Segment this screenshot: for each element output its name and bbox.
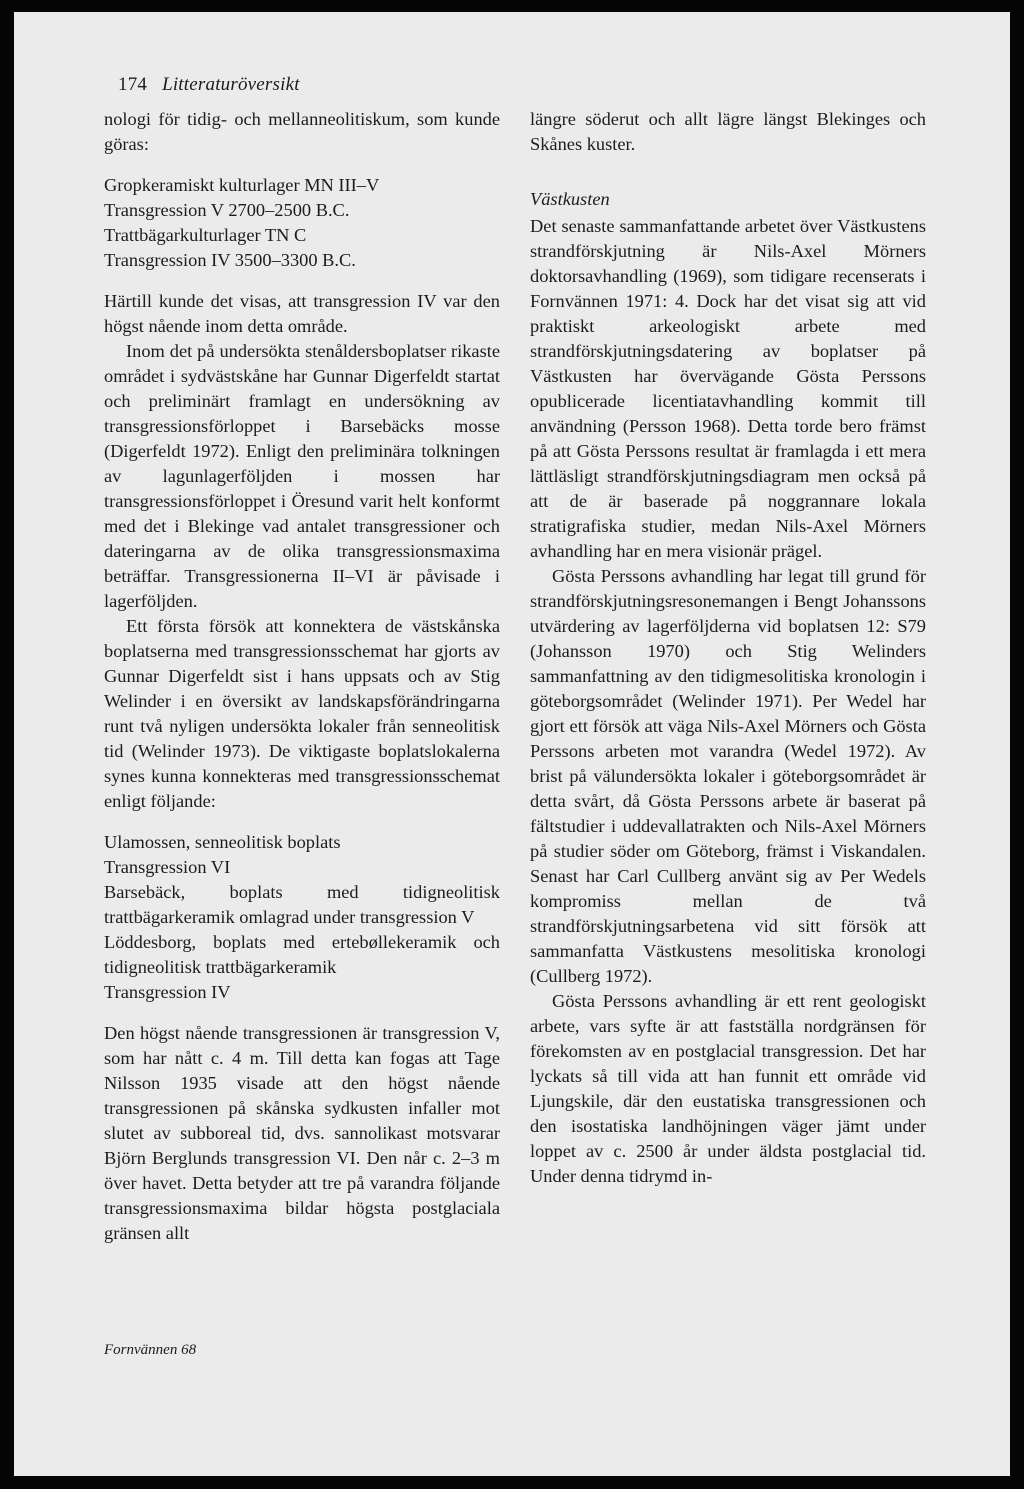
paragraph: Ett första försök att konnektera de västskånska boplatserna med transgressionsschemat har gjorts av Gunnar Digerfeldt sist i hans uppsats och av Stig Welinder i en översikt av landskapsförändringarna runt två nyligen undersökta lokaler från senneolitisk tid (Welinder 1973). De viktigaste boplatslokalerna synes kunna konnekteras med transgressionsschemat enligt följande: bbox=[104, 616, 500, 811]
paragraph: nologi för tidig- och mellanneolitiskum, som kunde göras: bbox=[104, 109, 500, 154]
site-list bbox=[104, 830, 500, 1005]
page-number: 174 bbox=[118, 74, 148, 95]
list-item: Löddesborg, boplats med ertebøllekeramik och tidigneolitisk trattbägarkeramik bbox=[104, 932, 500, 977]
running-title: Litteraturöversikt bbox=[162, 74, 300, 95]
left-column bbox=[104, 107, 500, 1246]
paragraph: Det senaste sammanfattande arbetet över Västkustens strandförskjutning är Nils-Axel Mörners doktorsavhandling (1969), som tidigare recenserats i Fornvännen 1971: 4. Dock har det visat sig att vid praktiskt arkeologiskt arbete med strandförskjutningsdatering av boplatser på Västkusten har övervägande Gösta Perssons opublicerade licentiatavhandling kommit till användning (Persson 1968). Detta torde bero främst på att Gösta Perssons resultat är framlagda i ett mera lättläsligt strandförskjutningsdiagram men också på att de är baserade på noggrannare lokala stratigrafiska studier, medan Nils-Axel Mörners avhandling har en mera visionär prägel. bbox=[530, 216, 926, 561]
list-item: Transgression VI bbox=[104, 857, 231, 877]
list-item: Gropkeramiskt kulturlager MN III–V bbox=[104, 175, 380, 195]
paragraph: längre söderut och allt lägre längst Blekinges och Skånes kuster. bbox=[530, 109, 926, 154]
list-item: Transgression IV 3500–3300 B.C. bbox=[104, 250, 356, 270]
list-item: Transgression V 2700–2500 B.C. bbox=[104, 200, 350, 220]
right-column bbox=[530, 107, 926, 1189]
list-item: Barsebäck, boplats med tidigneolitisk trattbägarkeramik omlagrad under transgression V bbox=[104, 882, 500, 927]
running-header bbox=[118, 74, 300, 96]
paragraph: Gösta Perssons avhandling är ett rent geologiskt arbete, vars syfte är att fastställa nordgränsen för förekomsten av en postglacial transgression. Det har lyckats så till vida att han funnit ett område vid Ljungskile, där den eustatiska transgressionen och den isostatiska landhöjningen väger jämt under loppet av c. 2500 år under äldsta postglacial tid. Under denna tidrymd in- bbox=[530, 991, 926, 1186]
footer-journal: Fornvännen 68 bbox=[104, 1342, 197, 1358]
list-item: Ulamossen, senneolitisk boplats bbox=[104, 832, 341, 852]
paragraph: Gösta Perssons avhandling har legat till grund för strandförskjutningsresonemangen i Bengt Johanssons utvärdering av lagerföljderna vid boplatsen 12: S79 (Johansson 1970) och Stig Welinders sammanfattning av den tidigmesolitiska kronologin i göteborgsområdet (Welinder 1971). Per Wedel har gjort ett försök att väga Nils-Axel Mörners och Gösta Perssons arbeten mot varandra (Wedel 1972). Av brist på välundersökta lokaler i göteborgsområdet är detta svårt, då Gösta Perssons arbete är baserat på fältstudier i uddevallatrakten och Nils-Axel Mörners på studier söder om Göteborg, främst i Viskandalen. Senast har Carl Cullberg använt sig av Per Wedels kompromiss mellan de två strandförskjutningsarbetena vid sitt försök att sammanfatta Västkustens mesolitiska kronologi (Cullberg 1972). bbox=[530, 566, 926, 986]
section-heading: Västkusten bbox=[530, 189, 610, 209]
paragraph: Härtill kunde det visas, att transgression IV var den högst nående inom detta område. bbox=[104, 291, 500, 336]
paragraph: Den högst nående transgressionen är transgression V, som har nått c. 4 m. Till detta kan fogas att Tage Nilsson 1935 visade att den högst nående transgressionen på skånska sydkusten infaller mot slutet av subboreal tid, dvs. sannolikast motsvarar Björn Berglunds transgression VI. Den når c. 2–3 m över havet. Detta betyder att tre på varandra följande transgressionsmaxima bildar högsta postglaciala gränsen allt bbox=[104, 1023, 500, 1243]
paragraph: Inom det på undersökta stenåldersboplatser rikaste området i sydvästskåne har Gunnar Digerfeldt startat och preliminärt framlagt en undersökning av transgressionsförloppet i Barsebäcks mosse (Digerfeldt 1972). Enligt den preliminära tolkningen av lagunlagerföljden i mossen har transgressionsförloppet i Öresund varit helt konformt med det i Blekinge vad antalet transgressioner och dateringarna av de olika transgressionsmaxima beträffar. Transgressionerna II–VI är påvisade i lagerföljden. bbox=[104, 341, 500, 611]
chronology-list bbox=[104, 173, 500, 273]
list-item: Transgression IV bbox=[104, 982, 231, 1002]
list-item: Trattbägarkulturlager TN C bbox=[104, 225, 307, 245]
